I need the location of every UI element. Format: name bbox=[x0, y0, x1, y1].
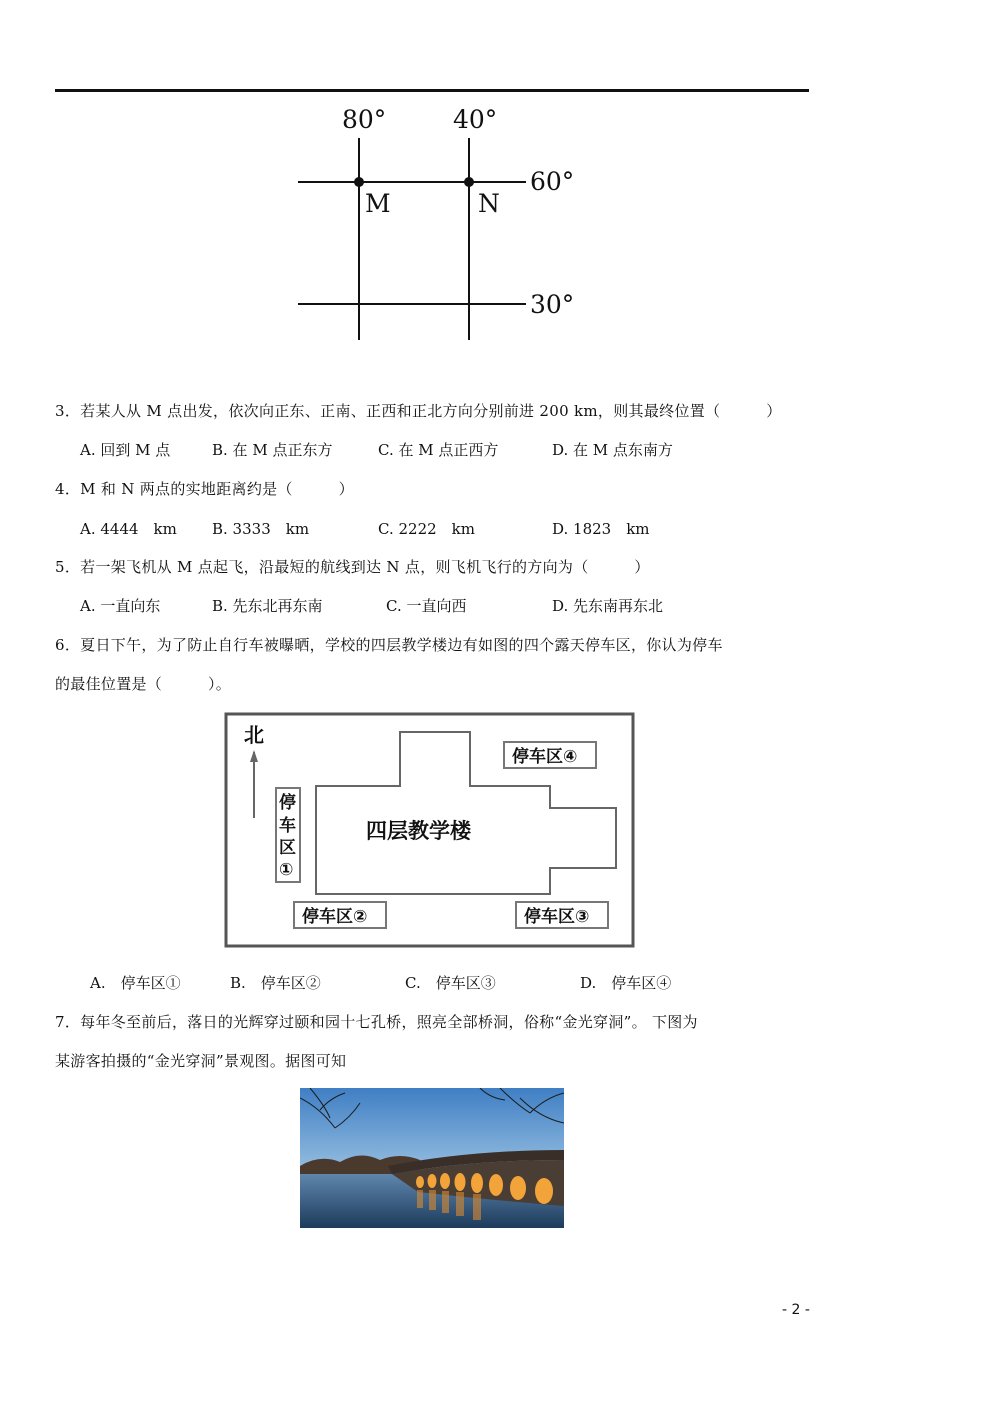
zone4-label: 停车区④ bbox=[512, 747, 578, 767]
question-3-text: 3．若某人从 M 点出发，依次向正东、正南、正西和正北方向分别前进 200 km，则其最终位置（ ） bbox=[55, 402, 782, 420]
lat-label-30: 30° bbox=[530, 290, 575, 319]
q5-option-a: A. 一直向东 bbox=[80, 597, 161, 615]
q4-option-c: C. 2222 km bbox=[378, 520, 475, 538]
question-4-text: 4．M 和 N 两点的实地距离约是（ ） bbox=[55, 480, 354, 498]
q5-option-b: B. 先东北再东南 bbox=[212, 597, 323, 615]
question-7-text-line1: 7．每年冬至前后，落日的光辉穿过颐和园十七孔桥，照亮全部桥洞，俗称“金光穿洞”。 下图为 bbox=[55, 1013, 698, 1031]
point-n-dot bbox=[464, 177, 474, 187]
parking-zone-2 bbox=[294, 902, 386, 928]
q3-option-c: C. 在 M 点正西方 bbox=[378, 441, 499, 459]
building-label: 四层教学楼 bbox=[366, 819, 471, 843]
parking-zone-4 bbox=[504, 742, 596, 768]
point-m-dot bbox=[354, 177, 364, 187]
question-6-text-line1: 6．夏日下午，为了防止自行车被曝晒，学校的四层教学楼边有如图的四个露天停车区，你认为停车 bbox=[55, 636, 723, 654]
zone1-char-3: 区 bbox=[279, 838, 296, 858]
q6-option-c: C. 停车区③ bbox=[405, 974, 496, 992]
golden-light-bridge-photo bbox=[300, 1088, 564, 1228]
zone2-label: 停车区② bbox=[302, 907, 368, 927]
q6-option-a: A. 停车区① bbox=[90, 974, 181, 992]
lon-label-80: 80° bbox=[342, 105, 387, 134]
north-label: 北 bbox=[244, 723, 264, 747]
parking-zones-figure bbox=[224, 712, 636, 950]
q3-option-a: A. 回到 M 点 bbox=[80, 441, 171, 459]
q4-option-b: B. 3333 km bbox=[212, 520, 310, 538]
question-6-text-line2: 的最佳位置是（ ）。 bbox=[55, 675, 232, 693]
lat-label-60: 60° bbox=[530, 167, 575, 196]
zone1-char-2: 车 bbox=[279, 816, 296, 836]
point-m-label: M bbox=[365, 189, 391, 218]
q6-option-d: D. 停车区④ bbox=[580, 974, 672, 992]
lat-lon-grid-figure bbox=[290, 100, 590, 345]
q5-option-c: C. 一直向西 bbox=[386, 597, 467, 615]
q4-option-a: A. 4444 km bbox=[80, 520, 177, 538]
lon-label-40: 40° bbox=[453, 105, 498, 134]
parking-zone-3 bbox=[516, 902, 608, 928]
question-7-text-line2: 某游客拍摄的“金光穿洞”景观图。据图可知 bbox=[55, 1052, 347, 1070]
parking-zone-1 bbox=[276, 788, 300, 882]
top-rule bbox=[55, 89, 809, 92]
question-5-text: 5．若一架飞机从 M 点起飞，沿最短的航线到达 N 点，则飞机飞行的方向为（ ） bbox=[55, 558, 650, 576]
q4-option-d: D. 1823 km bbox=[552, 520, 650, 538]
zone3-label: 停车区③ bbox=[524, 907, 590, 927]
q3-option-d: D. 在 M 点东南方 bbox=[552, 441, 673, 459]
q6-option-b: B. 停车区② bbox=[230, 974, 321, 992]
point-n-label: N bbox=[478, 189, 500, 218]
zone1-char-1: 停 bbox=[279, 793, 296, 813]
zone1-char-4: ① bbox=[279, 860, 294, 880]
q5-option-d: D. 先东南再东北 bbox=[552, 597, 664, 615]
page-number: - 2 - bbox=[782, 1302, 810, 1318]
q3-option-b: B. 在 M 点正东方 bbox=[212, 441, 333, 459]
